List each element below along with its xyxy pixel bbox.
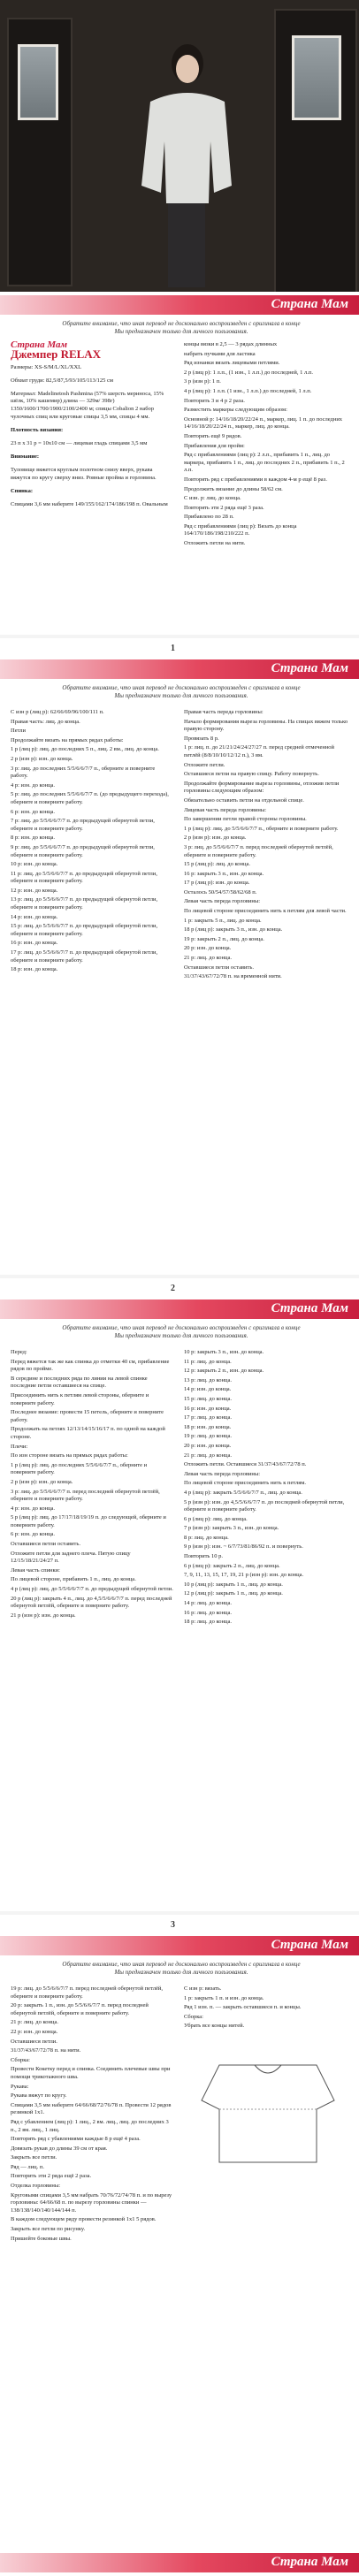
instruction-line: По лицевой стороне присоединить нить к петлям. (184, 1480, 306, 1487)
instruction-line: 1 р: лиц. п. до 21/21/24/24/27/27 п. перед средней отмеченной петлёй (8/8/10/10/12/12 п.), 3 вм. (184, 744, 335, 758)
instruction-line: 1 р (лиц р): лиц. до 5/5/6/6/7/7 п., оберните и поверните работу. (184, 825, 339, 832)
instruction-line: 13 р: лиц. до 5/5/6/6/7/7 п. до предыдущей обернутой петли, оберните и поверните работу. (11, 896, 158, 911)
instruction-line: Повторять ещё 9 рядов. (184, 432, 242, 439)
instruction-line: 31/37/43/67/72/78 п. на временной нити. (184, 973, 282, 980)
instruction-line: 1 р (лиц р): лиц. до последних 5 п., лиц. 2 вм., лиц. до конца. (11, 746, 159, 753)
instruction-line: 8 р: изн. до конца. (11, 835, 56, 842)
instruction-line: 4 р: изн. до конца. (11, 1505, 56, 1512)
instruction-line: концы вязки в 2,5 — 3 рядах длинных (184, 341, 278, 347)
note: Туловище вяжется круглым полотном снизу вверх, рукава вяжутся по кругу сверху вниз. Ровные пройма и горловина. (11, 467, 157, 481)
instruction-line: Повторить эти 2 ряда ещё 2 раза. (11, 2173, 92, 2180)
instruction-line: 11 р: лиц. до 5/5/6/6/7/7 п. до предыдущей обернутой петли, оберните и поверните работу. (11, 870, 157, 885)
instruction-line: 16 р: закрыть 3 п., изн. до конца. (184, 870, 264, 877)
notice-text: Обратите внимание, что иная перевод не досконально воспроизведен с оригинала в конце Мы предназначен только для личного пользования. (62, 1961, 301, 1976)
instruction-line: По лицевой стороне, прибавить 1 п., лиц. до конца. (11, 1576, 136, 1583)
instruction-line: 6 р (лиц р): закрыть 2 п., лиц. до конца. (184, 1562, 280, 1569)
instruction-line: 1 р (лиц р): лиц. до последних 5/5/6/6/7/7 п., оберните и поверните работу. (11, 1461, 148, 1476)
instruction-line: 16 р: изн. до конца. (184, 1405, 232, 1412)
instruction-line: Рукава вяжут по кругу. (11, 2092, 67, 2100)
instruction-line: 5 р (изн р): изн. до 4,5/5/6/6/7/7 п. до последней обернутой петли, оберните и поверните работу. (184, 1498, 345, 1513)
page4-right-column (184, 1985, 348, 2032)
instruction-line: Левая часть переда горловины: (184, 1470, 261, 1477)
instruction-line: Левая часть спинки: (11, 1566, 60, 1574)
brand-banner-bottom (0, 2553, 359, 2572)
page-number: 1 (171, 644, 175, 653)
instruction-line: 10 р: закрыть 3 п., изн. до конца. (184, 1349, 264, 1355)
instruction-line: Провести Кокетку перед и спинка. Соединить плечевые швы при помощи трикотажного шва. (11, 2066, 171, 2080)
instruction-line: набрать пучками для ластика (184, 350, 256, 357)
instruction-line: 2 р (изн р): изн. до конца. (11, 1478, 73, 1485)
instruction-line: 4 р (лиц р): лиц. до 5/5/6/6/7/7 п. до предыдущей обернутой петли. (11, 1586, 173, 1593)
instruction-line: Продолжать на петлях 12/13/14/15/16/17 п. по одной на каждой стороне. (11, 1426, 165, 1440)
sizes: Размеры: XS-S/M/L/XL/XXL (11, 363, 82, 370)
instruction-line: 14 р: изн. до конца. (11, 913, 58, 920)
instruction-line: Повторить 3 и 4 р 2 раза. (184, 397, 245, 404)
instruction-line: 12 р: закрыть 2 п., изн. до конца. (184, 1368, 264, 1375)
instruction-line: 9 р: лиц. до 5/5/6/6/7/7 п. до предыдущей обернутой петли, оберните и поверните работу. (11, 843, 155, 858)
instruction-line: 20 р (лиц р): закрыть 4 п., лиц. до 4,5/5/6/6/7/7 п. перед последней обернутой петлёй, оберните и поверните работу. (11, 1595, 172, 1610)
instruction-line: Оставшиеся петли на правую спицу. Работу повернуть. (184, 771, 319, 778)
instruction-line: 10 р: изн. до конца. (11, 861, 58, 868)
instruction-line: 21 р (изн р): изн. до конца. (11, 1612, 76, 1619)
instruction-line: 22 р: изн. до конца. (11, 2028, 58, 2035)
page4-left-column (11, 1985, 173, 2244)
instruction-line: Ряд — лиц. п. (11, 2163, 44, 2170)
instruction-line: Оставшиеся петли. (11, 2038, 57, 2045)
brand-banner (0, 659, 359, 679)
instruction-line: 7 р (изн р): закрыть 3 п., изн. до конца. (184, 1525, 279, 1532)
chest: Обхват груди: 82,5/87,5/93/105/113/125 см (11, 377, 113, 384)
instruction-line: По изн стороне вязать на прямых рядах работы: (11, 1452, 128, 1459)
brand-label: Страна Мам (271, 297, 348, 311)
instruction-line: 12 р: изн. до конца. (11, 887, 58, 894)
instruction-line: Последнее вязание: провести 15 петель, оберните и поверните работу. (11, 1409, 164, 1423)
instruction-line: Довязать рукав до длины 39 см от края. (11, 2145, 108, 2152)
instruction-line: 15 р: лиц. до конца. (184, 1395, 232, 1402)
brand-banner (0, 1299, 359, 1319)
instruction-line: 16 р: изн. до конца. (11, 940, 58, 947)
instruction-line: 21 р: лиц. до конца. (11, 2019, 58, 2026)
instruction-line: Сборка: (184, 2013, 203, 2020)
instruction-line: Основной р: 14/16/18/20/22/24 п., маркер, лиц. 1 п. до последних 14/16/18/20/22/24 п., маркер, лиц. до конца. (184, 415, 343, 431)
instruction-line: 3 р: лиц. до 5/5/6/6/7/7 п. перед последней обернутой петлёй, оберните и поверните работу. (184, 843, 333, 858)
instruction-line: Закрыть все петли по рисунку. (11, 2226, 86, 2233)
instruction-line: 1 р: закрыть 1 п. и изн. до конца. (184, 1994, 264, 2001)
back-text: Спицами 3,6 мм наберите 149/155/162/174/186/198 п. Овальным (11, 500, 168, 507)
instruction-line: 16 р: лиц. до конца. (184, 1609, 232, 1616)
instruction-line: Перед вяжется так же как спинка до отметки 40 см, прибавление рядов по пройме. (11, 1358, 170, 1373)
instruction-line: 8 р: лиц. до конца. (184, 1534, 229, 1541)
instruction-line: 6 р (лиц р): лиц. до конца. (184, 1515, 248, 1522)
instruction-line: 7, 9, 11, 13, 15, 17, 19, 21 р (изн р): изн. до конца. (184, 1572, 304, 1579)
instruction-line: 10 р (лиц р): закрыть 1 п., лиц. до конца. (184, 1581, 283, 1588)
page1-left-column (11, 341, 170, 514)
instruction-line: 19 р: лиц. до конца. (184, 1433, 232, 1440)
instruction-line: Прибавления для пройм: (184, 442, 245, 449)
instruction-line: Левая часть переда горловины: (184, 898, 261, 905)
instruction-line: 1 р: закрыть 5 п., лиц. до конца. (184, 917, 262, 924)
instruction-line: Повторить 10 р. (184, 1553, 224, 1560)
instruction-line: С изн р: вязать. (184, 1985, 222, 1992)
page2-right-column (184, 709, 348, 983)
instruction-line: 14 р: лиц. до конца. (184, 1600, 232, 1607)
instruction-line: 5 р (лиц р): лиц. до 17/17/18/19/19 п. до следующей, оберните и поверните работу. (11, 1514, 166, 1528)
instruction-line: 31/37/43/67/72/78 п. на нити. (11, 2047, 81, 2054)
instruction-line: Ряд с убавлением (лиц р): 1 лиц., 2 вм. лиц., лиц. до последних 3 п., 2 вм. лиц., 1 лиц. (11, 2118, 169, 2133)
instruction-line: Пришейте боковые швы. (11, 2235, 72, 2242)
instruction-line: 2 р (изн р): изн. до конца. (184, 835, 247, 842)
instruction-line: Повторять ряд с убавлениями каждые 8 р ещё 4 раза. (11, 2136, 141, 2143)
instruction-line: Ряд изнанки вязать лицевыми петлями. (184, 360, 280, 367)
materials: Материал: Madelinetosh Pashmina (57% шерсть мериноса, 15% шёлк, 10% кашемир) длина — 329м/ 398г) 1350/1600/1700/1900/2100/2400 м; спицы Cobalion 2 набор чулочных спиц или круговые спицы 3,5 мм, спицы 4 мм. (11, 390, 164, 420)
instruction-line: Отложить петли на нити. (184, 540, 246, 547)
instruction-line: По завершении петли правой стороны горловины. (184, 816, 307, 823)
instruction-line: 15 р (лиц р): лиц. до конца. (184, 861, 251, 868)
instruction-line: Отделка горловины: (11, 2183, 61, 2190)
instruction-line: 18 р (лиц р): закрыть 3 п., изн. до конца. (184, 926, 283, 934)
instruction-line: 17 р: лиц. до 5/5/6/6/7/7 п. до предыдущей обернутой петли, оберните и поверните работу. (11, 949, 158, 964)
instruction-line: 4 р (лиц р): 1 л.п. (1 изн., 1 л.п.) до последней, 1 л.п. (184, 387, 312, 394)
instruction-line: 18 р: изн. до конца. (184, 1423, 232, 1430)
instruction-line: Плечи: (11, 1443, 28, 1450)
page-4 (0, 1915, 359, 2576)
instruction-line: Оставшиеся петли оставить. (11, 1541, 80, 1548)
instruction-line: Оставшиеся петли оставить. (184, 964, 254, 971)
instruction-line: 21 р: лиц. до конца. (184, 1452, 232, 1459)
instruction-line: Правая часть переда горловины: (184, 709, 264, 715)
notice-text: Обратите внимание, что иная перевод не досконально воспроизведен с оригинала в конце Мы предназначен только для личного пользования. (62, 684, 301, 699)
instruction-line: 9 р (изн р): изн. ~ 6/7/73/81/86/92 п. и повернуть. (184, 1543, 303, 1551)
notice-text: Обратите внимание, что иная перевод не досконально воспроизведен с оригинала в конце Мы предназначен только для личного пользования. (62, 1324, 301, 1339)
instruction-line: Продолжить вязание до длины 58/62 см. (184, 485, 283, 492)
instruction-line: Отложить петли. Оставшиеся 31/37/43/67/72/78 п. (184, 1461, 307, 1468)
page-number: 2 (171, 1284, 175, 1293)
instruction-line: Сборка: (11, 2056, 30, 2063)
instruction-line: С изн. р: лиц. до конца. (184, 495, 241, 502)
instruction-line: 7 р: лиц. до 5/5/6/6/7/7 п. до предыдущей обернутой петли, оберните и поверните работу. (11, 818, 155, 832)
back-heading: Спинка: (11, 487, 33, 494)
brand-label: Страна Мам (271, 661, 348, 675)
instruction-line: 19 р: закрыть 2 п., лиц. до конца. (184, 935, 264, 942)
instruction-line: Присоединить нить к петлям левой стороны, оберните и поверните работу. (11, 1391, 149, 1406)
instruction-line: 20 р: изн. до конца. (184, 945, 232, 952)
instruction-line: Повторять ряд с прибавлениями в каждом 4-м р ещё 8 раз. (184, 476, 327, 483)
instruction-line: 15 р: лиц. до 5/5/6/6/7/7 п. до предыдущей обернутой петли, оберните и поверните работу. (11, 923, 158, 937)
instruction-line: 3 р: лиц. до 5/5/6/6/7/7 п. перед последней обернутой петлёй, оберните и поверните работу. (11, 1488, 160, 1503)
instruction-line: Прибавлено по 28 п. (184, 514, 234, 521)
instruction-line: 12 р (лиц р): закрыть 1 п., лиц. до конца. (184, 1590, 283, 1597)
instruction-line: По лицевой стороне присоединить нить к петлям для левой части. (184, 908, 347, 915)
instruction-line: 3 р (изн р): 1 п. (184, 378, 221, 385)
instruction-line: 20 р: изн. до конца. (184, 1442, 232, 1449)
instruction-line: Продолжайте вязать на прямых рядах работы: (11, 736, 124, 743)
instruction-line: Лицевая часть переда горловины: (184, 806, 267, 813)
instruction-line: Ряд с прибавлениями (лиц р): 2 л.п., прибавить 1 п., лиц. до маркера, прибавить 1 п., лиц. до последних 2 п., прибавить 1 п., 2 л.п. (184, 452, 345, 474)
brand-label: Страна Мам (271, 1301, 348, 1315)
instruction-line: Продолжайте формирование выреза горловины, отложив петли горловины следующим образом: (184, 780, 340, 795)
instruction-line: Начало формирования выреза горловины. На спицах вяжем только правую сторону. (184, 718, 348, 733)
instruction-line: 5 р: лиц. до последних 5/5/6/6/7/7 п. (до предыдущего перехода), оберните и поверните работу. (11, 791, 169, 805)
instruction-line: Ряд с прибавлениями (лиц р): Вязать до конца 164/170/186/198/210/222 п. (184, 522, 297, 537)
instruction-line: 2 р (изн р): изн. до конца. (11, 755, 73, 762)
instruction-line: Повторять эти 2 ряда ещё 3 раза. (184, 504, 264, 511)
instruction-line: 2 р (лиц р): 1 л.п., (1 изн., 1 л.п.) до последней, 1 л.п. (184, 369, 314, 376)
instruction-line: Обязательно оставить петли на отдельной спице. (184, 796, 304, 804)
page2-left-column (11, 709, 173, 976)
brand-label: Страна Мам (271, 1938, 348, 1952)
instruction-line: 21 р: лиц. до конца. (184, 955, 232, 962)
instruction-line: 14 р: изн. до конца. (184, 1386, 232, 1393)
instruction-line: Отложите петли для заднего плеча. Пятую спицу 12/15/18/21/24/27 п. (11, 1550, 131, 1565)
density: 23 п х 31 р = 10х10 см — лицевая гладь спицами 3,5 мм (11, 439, 148, 446)
brand-label: Страна Мам (271, 2555, 348, 2569)
instruction-line: В середине и последних ряда по линии на левой спинке последние петли оставшиеся на спице. (11, 1375, 148, 1390)
brand-logo: Страна Мам (11, 339, 68, 350)
density-heading: Плотность вязания: (11, 426, 64, 433)
instruction-line: Перед: (11, 1349, 27, 1355)
instruction-line: 3 р: лиц. до последних 5/5/6/6/7/7 п., оберните и поверните работу. (11, 765, 156, 780)
instruction-line: Спицами 3,5 мм наберите 64/66/68/72/76/78 п. Провести 12 рядов резинкой 1х1. (11, 2101, 172, 2116)
instruction-line: 19 р: лиц. до 5/5/6/6/7/7 п. перед последней обернутой петлёй, оберните и поверните работу. (11, 1985, 163, 2000)
instruction-line: Убрать все концы нитей. (184, 2023, 245, 2030)
instruction-line: 18 р: изн. до конца. (11, 966, 58, 973)
note-heading: Внимание: (11, 453, 39, 460)
instruction-line: 17 р (лиц р): изн. до конца. (184, 880, 250, 887)
schematic-diagram (193, 2047, 343, 2171)
page-number: 3 (171, 1920, 175, 1930)
instruction-line: Провязать 8 р. (184, 735, 219, 742)
instruction-line: 6 р: изн. до конца. (11, 1531, 56, 1538)
instruction-line: 4 р: изн. до конца. (11, 781, 56, 789)
instruction-line: 17 р: лиц. до конца. (184, 1414, 232, 1421)
instruction-line: 11 р: лиц. до конца. (184, 1358, 232, 1365)
page1-right-column (184, 341, 348, 550)
instruction-line: 6 р: изн. до конца. (11, 808, 56, 815)
instruction-line: 20 р: закрыть 1 п., изн. до 5/5/6/6/7/7 п. перед последней обернутой петлёй, оберните и поверните работу. (11, 2002, 149, 2016)
instruction-line: 4 р (лиц р): закрыть 5/5/6/6/7/7 п., лиц. до конца. (184, 1489, 302, 1496)
page-3 (0, 1278, 359, 1911)
instruction-line: Ряд 1 изн. п. — закрыть оставшиеся п. и концы. (184, 2004, 302, 2011)
instruction-line: 18 р: лиц. до конца. (184, 1619, 232, 1626)
model-figure (133, 35, 239, 292)
instruction-line: 13 р: лиц. до конца. (184, 1376, 232, 1383)
instruction-line: Осталось 50/54/57/58/62/68 п. (184, 888, 257, 896)
instruction-line: Правая часть: лиц. до конца. (11, 718, 80, 725)
instruction-line: В каждом следующем ряду провести резинкой 1х1 5 рядов. (11, 2216, 157, 2223)
cover-photo (0, 0, 359, 292)
brand-banner (0, 1936, 359, 1955)
notice-text: Обратите внимание, что иная перевод не досконально воспроизведен с оригинала в конце Мы предназначен только для личного пользования. (62, 320, 301, 335)
instruction-line: Петли (11, 728, 26, 735)
pattern-title: Джемпер RELAX (11, 347, 102, 361)
page3-left-column (11, 1349, 173, 1621)
instruction-line: Круговыми спицами 3,5 мм набрать 70/76/72/74/78 п. и по вырезу горловины: 64/66/68 п. по вырезу горловины спинки — 138/138/140/140/144/144 п. (11, 2191, 172, 2214)
page-1 (0, 0, 359, 635)
instruction-line: Отложите петли. (184, 761, 225, 768)
brand-banner (0, 295, 359, 315)
instruction-line: Закрыть все петли. (11, 2154, 57, 2161)
instruction-line: С изн р (лиц р): 62/66/69/96/100/111 п. (11, 709, 104, 715)
instruction-line: Разместить маркеры следующим образом: (184, 407, 287, 414)
page3-right-column (184, 1349, 348, 1628)
page-2 (0, 638, 359, 1275)
instruction-line: Рукава: (11, 2083, 29, 2090)
